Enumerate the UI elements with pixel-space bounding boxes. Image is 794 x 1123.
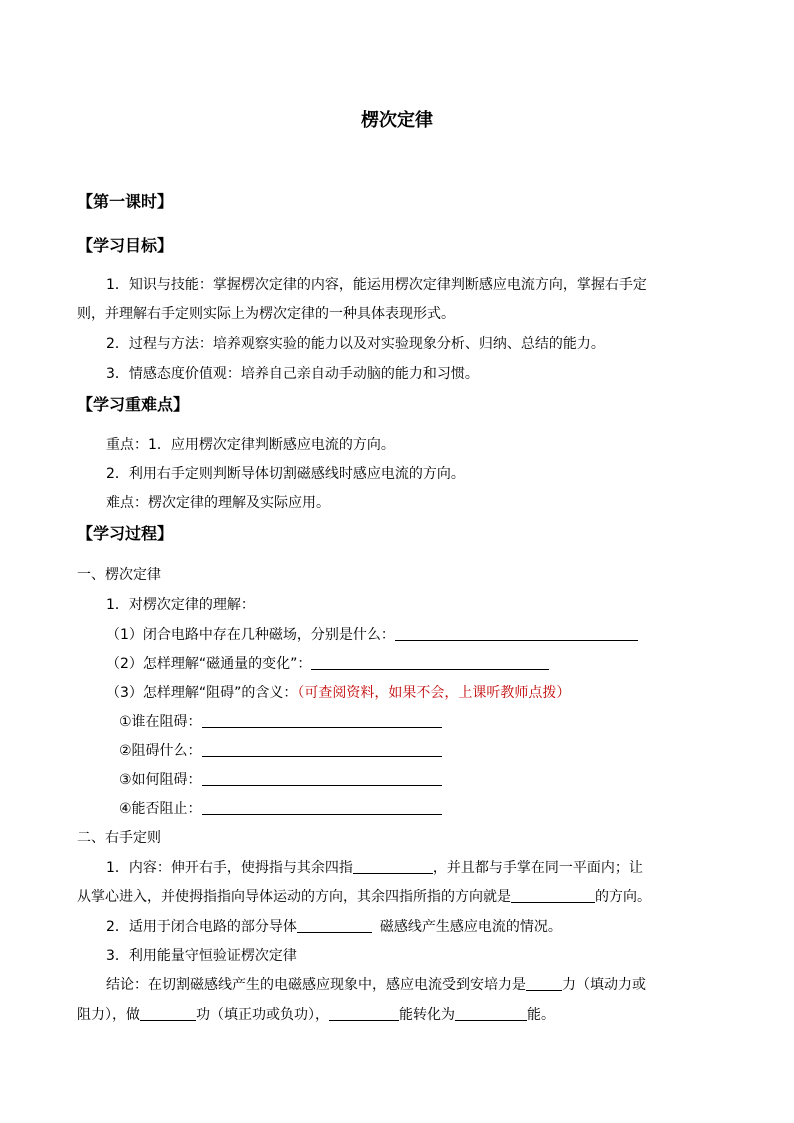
part-1-heading: 一、楞次定律 [77, 567, 161, 583]
answer-blank[interactable] [329, 1006, 399, 1021]
rule-text: 2．适用于闭合电路的部分导体 [106, 919, 297, 935]
rule-text: 1．内容：伸开右手，使拇指与其余四指 [106, 860, 353, 876]
conclusion-line-2 [77, 1006, 555, 1024]
conclusion-text: 能。 [527, 1007, 555, 1023]
rule-text: 的方向。 [595, 889, 651, 905]
question-1 [106, 626, 638, 644]
question-2-text: （2）怎样理解“磁通量的变化”： [106, 656, 312, 672]
answer-blank[interactable] [140, 1006, 196, 1021]
question-3-note: （可查阅资料，如果不会，上课听教师点拨） [297, 685, 571, 701]
goal-3: 3．情感态度价值观：培养自己亲自动手动脑的能力和习惯。 [106, 366, 479, 382]
key-point-1: 重点：1．应用楞次定律判断感应电流的方向。 [106, 437, 395, 453]
answer-blank[interactable] [202, 742, 442, 757]
question-3-text: （3）怎样理解“阻碍”的含义： [106, 685, 298, 701]
answer-blank[interactable] [353, 859, 433, 874]
goal-1-line-2: 则，并理解右手定则实际上为楞次定律的一种具体表现形式。 [77, 306, 455, 322]
sub-question-1-text: ①谁在阻碍： [119, 714, 202, 730]
energy-conservation-item: 3．利用能量守恒验证楞次定律 [106, 948, 297, 964]
goal-2: 2．过程与方法：培养观察实验的能力以及对实验现象分析、归纳、总结的能力。 [106, 336, 605, 352]
sub-question-3 [119, 771, 442, 789]
question-1-text: （1）闭合电路中存在几种磁场，分别是什么： [106, 627, 395, 643]
answer-blank[interactable] [297, 918, 372, 933]
sub-question-4-text: ④能否阻止： [119, 801, 202, 817]
sub-question-2 [119, 742, 442, 760]
question-2 [106, 655, 549, 673]
rule-text: ，并且都与手掌在同一平面内；让 [432, 860, 643, 876]
rule-text: 从掌心进入，并使拇指指向导体运动的方向，其余四指所指的方向就是 [77, 889, 511, 905]
conclusion-text: 功（填正功或负功）， [196, 1007, 329, 1023]
right-hand-rule-scope [106, 918, 562, 936]
sub-question-2-text: ②阻碍什么： [119, 743, 202, 759]
conclusion-text: 能转化为 [399, 1007, 455, 1023]
page-title: 楞次定律 [361, 110, 433, 131]
sub-question-4 [119, 800, 442, 818]
answer-blank[interactable] [202, 713, 442, 728]
answer-blank[interactable] [395, 626, 638, 641]
conclusion-line-1 [106, 976, 646, 994]
part-1-item-1: 1．对楞次定律的理解： [106, 597, 255, 613]
goal-1-line-1: 1．知识与技能：掌握楞次定律的内容，能运用楞次定律判断感应电流方向，掌握右手定 [106, 277, 647, 293]
answer-blank[interactable] [202, 800, 442, 815]
difficulty: 难点：楞次定律的理解及实际应用。 [106, 495, 330, 511]
section-process: 【学习过程】 [77, 524, 174, 543]
answer-blank[interactable] [202, 771, 442, 786]
section-lesson: 【第一课时】 [77, 192, 174, 211]
key-point-2: 2．利用右手定则判断导体切割磁感线时感应电流的方向。 [106, 466, 465, 482]
rule-text: 磁感线产生感应电流的情况。 [379, 919, 562, 935]
conclusion-text: 阻力），做 [77, 1007, 140, 1023]
answer-blank[interactable] [455, 1006, 527, 1021]
part-2-heading: 二、右手定则 [77, 830, 161, 846]
right-hand-rule-line-2 [77, 888, 651, 906]
section-key-points: 【学习重难点】 [77, 395, 190, 414]
section-goals: 【学习目标】 [77, 236, 174, 255]
sub-question-3-text: ③如何阻碍： [119, 772, 202, 788]
question-3 [106, 684, 570, 702]
answer-blank[interactable] [526, 976, 562, 991]
answer-blank[interactable] [511, 888, 595, 903]
conclusion-text: 力（填动力或 [562, 977, 646, 993]
sub-question-1 [119, 713, 442, 731]
answer-blank[interactable] [311, 655, 549, 670]
conclusion-text: 结论：在切割磁感线产生的电磁感应现象中，感应电流受到安培力是 [106, 977, 526, 993]
right-hand-rule-line-1 [106, 859, 643, 877]
